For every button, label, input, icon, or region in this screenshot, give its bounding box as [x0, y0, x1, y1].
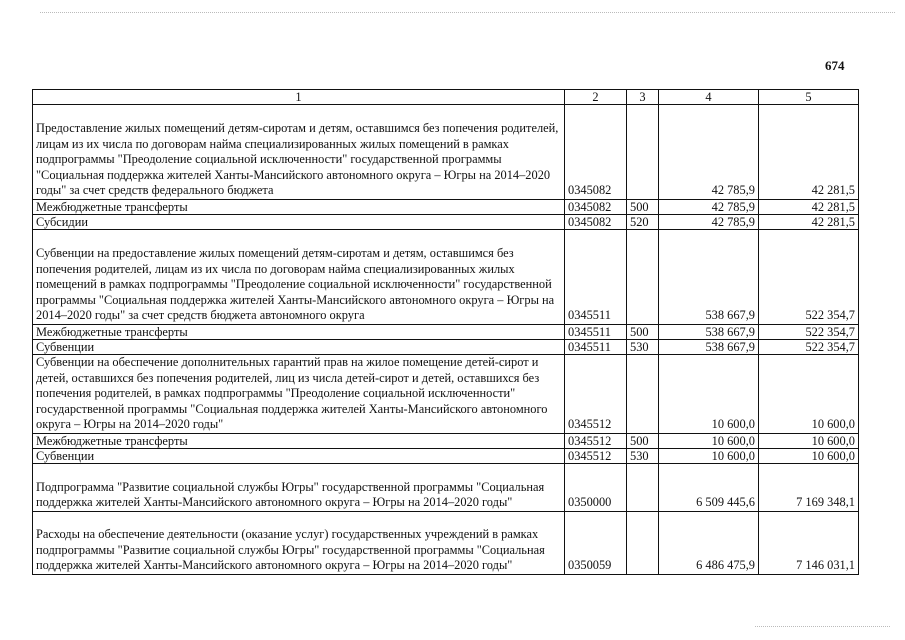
row-code-cell: 0345512 — [565, 434, 627, 449]
table-row — [33, 512, 859, 575]
row-name-cell: Субвенции — [33, 340, 565, 355]
row-code-cell: 0345082 — [565, 105, 627, 200]
row-value-col5: 7 169 348,1 — [759, 464, 859, 512]
table-row — [33, 340, 859, 355]
header-col-5: 5 — [759, 90, 859, 105]
row-code-cell: 0350059 — [565, 512, 627, 575]
row-value-col5: 10 600,0 — [759, 449, 859, 464]
row-vr-cell: 530 — [627, 449, 659, 464]
table-row — [33, 230, 859, 325]
row-code-cell: 0345511 — [565, 230, 627, 325]
scan-artifact-top — [40, 12, 895, 15]
row-vr-cell — [627, 105, 659, 200]
row-value-col5: 10 600,0 — [759, 434, 859, 449]
row-vr-cell: 500 — [627, 200, 659, 215]
row-value-col4: 6 486 475,9 — [659, 512, 759, 575]
row-vr-cell: 520 — [627, 215, 659, 230]
header-col-3: 3 — [627, 90, 659, 105]
row-name-cell: Подпрограмма "Развитие социальной службы Югры" государственной программы "Социальная поддержка жителей Ханты-Мансийского автономного округа – Югры на 2014–2020 годы" — [33, 464, 565, 512]
row-vr-cell — [627, 230, 659, 325]
table-row — [33, 105, 859, 200]
row-name-cell: Субвенции — [33, 449, 565, 464]
header-col-4: 4 — [659, 90, 759, 105]
budget-table — [32, 89, 859, 575]
row-value-col5: 42 281,5 — [759, 215, 859, 230]
row-vr-cell: 500 — [627, 325, 659, 340]
header-col-1: 1 — [33, 90, 565, 105]
row-code-cell: 0345512 — [565, 355, 627, 434]
row-code-cell: 0350000 — [565, 464, 627, 512]
row-value-col5: 522 354,7 — [759, 340, 859, 355]
row-value-col5: 42 281,5 — [759, 105, 859, 200]
row-name-cell: Предоставление жилых помещений детям-сиротам и детям, оставшимся без попечения родителей, лицам из их числа по договорам найма специализированных жилых помещений в рамках подпрограммы "Преодоление социальной исключенности" государственной программы "Социальная поддержка жителей Ханты-Мансийского автономного округа – Югры на 2014–2020 годы" за счет средств федерального бюджета — [33, 105, 565, 200]
row-code-cell: 0345511 — [565, 325, 627, 340]
row-vr-cell — [627, 355, 659, 434]
row-value-col4: 42 785,9 — [659, 200, 759, 215]
table-row — [33, 434, 859, 449]
row-value-col5: 7 146 031,1 — [759, 512, 859, 575]
row-value-col4: 6 509 445,6 — [659, 464, 759, 512]
row-code-cell: 0345082 — [565, 200, 627, 215]
row-vr-cell: 530 — [627, 340, 659, 355]
header-col-2: 2 — [565, 90, 627, 105]
row-value-col5: 522 354,7 — [759, 325, 859, 340]
row-value-col5: 42 281,5 — [759, 200, 859, 215]
row-code-cell: 0345082 — [565, 215, 627, 230]
page-number: 674 — [825, 58, 845, 73]
row-code-cell: 0345511 — [565, 340, 627, 355]
row-name-cell: Межбюджетные трансферты — [33, 434, 565, 449]
header-row — [33, 90, 859, 105]
row-code-cell: 0345512 — [565, 449, 627, 464]
row-name-cell: Субсидии — [33, 215, 565, 230]
row-vr-cell: 500 — [627, 434, 659, 449]
row-value-col4: 42 785,9 — [659, 215, 759, 230]
row-value-col4: 42 785,9 — [659, 105, 759, 200]
row-name-cell: Субвенции на предоставление жилых помещений детям-сиротам и детям, оставшимся без попечения родителей, лицам из их числа по договорам найма специализированных жилых помещений в рамках подпрограммы "Преодоление социальной исключенности" государственной программы "Социальная поддержка жителей Ханты-Мансийского автономного округа – Югры на 2014–2020 годы" за счет средств бюджета автономного округа — [33, 230, 565, 325]
table-row — [33, 200, 859, 215]
row-vr-cell — [627, 512, 659, 575]
row-value-col4: 10 600,0 — [659, 449, 759, 464]
row-value-col4: 10 600,0 — [659, 355, 759, 434]
row-value-col5: 522 354,7 — [759, 230, 859, 325]
table-row — [33, 449, 859, 464]
row-name-cell: Межбюджетные трансферты — [33, 325, 565, 340]
scan-artifact-bottom — [755, 626, 890, 629]
row-name-cell: Субвенции на обеспечение дополнительных гарантий прав на жилое помещение детей-сирот и детей, оставшихся без попечения родителей, лиц из числа детей-сирот и детей, оставшихся без попечения родителей, в рамках подпрограммы "Преодоление социальной исключенности" государственной программы "Социальная поддержка жителей Ханты-Мансийского автономного округа – Югры на 2014–2020 годы" — [33, 355, 565, 434]
table-row — [33, 325, 859, 340]
row-value-col4: 538 667,9 — [659, 325, 759, 340]
table-row — [33, 464, 859, 512]
row-value-col4: 538 667,9 — [659, 230, 759, 325]
row-name-cell: Расходы на обеспечение деятельности (оказание услуг) государственных учреждений в рамках подпрограммы "Развитие социальной службы Югры" государственной программы "Социальная поддержка жителей Ханты-Мансийского автономного округа – Югры на 2014–2020 годы" — [33, 512, 565, 575]
row-vr-cell — [627, 464, 659, 512]
table-row — [33, 355, 859, 434]
table-row — [33, 215, 859, 230]
row-value-col4: 10 600,0 — [659, 434, 759, 449]
row-name-cell: Межбюджетные трансферты — [33, 200, 565, 215]
row-value-col4: 538 667,9 — [659, 340, 759, 355]
row-value-col5: 10 600,0 — [759, 355, 859, 434]
